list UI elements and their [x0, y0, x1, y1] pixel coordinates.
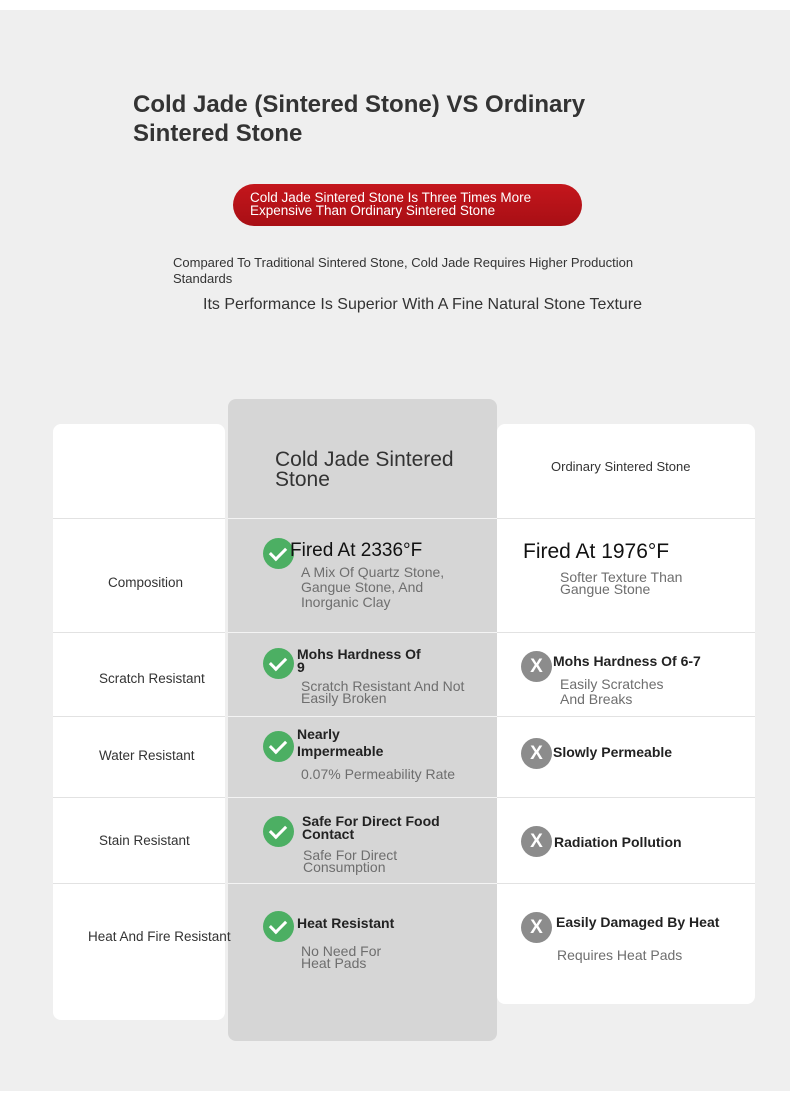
- check-circle-icon: [263, 648, 294, 679]
- row-divider: [53, 883, 225, 884]
- ordinary-composition-detail: Softer Texture Than Gangue Stone: [560, 569, 683, 597]
- ordinary-heat-main: Easily Damaged By Heat: [556, 914, 720, 930]
- row-divider: [497, 632, 755, 633]
- row-label-stain: Stain Resistant: [99, 833, 190, 848]
- x-circle-icon: X: [521, 738, 552, 769]
- row-label-water: Water Resistant: [99, 748, 195, 763]
- row-divider: [228, 716, 497, 717]
- row-label-scratch: Scratch Resistant: [99, 671, 205, 686]
- x-circle-icon: X: [521, 826, 552, 857]
- check-circle-icon: [263, 731, 294, 762]
- price-badge-text: Cold Jade Sintered Stone Is Three Times More Expensive Than Ordinary Sintered Stone: [250, 190, 532, 218]
- subtitle-standards: Compared To Traditional Sintered Stone, Cold Jade Requires Higher Production Standards: [173, 255, 634, 286]
- row-divider: [53, 518, 225, 519]
- jade-heat-detail: No Need For Heat Pads: [301, 943, 382, 971]
- row-divider: [228, 518, 497, 519]
- x-circle-icon: X: [521, 651, 552, 682]
- price-badge: [233, 184, 582, 226]
- cold-jade-header: Cold Jade Sintered Stone: [275, 448, 454, 491]
- jade-composition-main: Fired At 2336°F: [290, 540, 423, 561]
- ordinary-scratch-detail: Easily Scratches And Breaks: [560, 676, 664, 707]
- row-divider: [228, 797, 497, 798]
- jade-stain-main: Safe For Direct Food Contact: [302, 813, 440, 842]
- subtitle-performance: Its Performance Is Superior With A Fine Natural Stone Texture: [203, 296, 643, 313]
- ordinary-scratch-main: Mohs Hardness Of 6-7: [553, 653, 701, 669]
- ordinary-composition-main: Fired At 1976°F: [523, 540, 670, 563]
- ordinary-water-main: Slowly Permeable: [553, 744, 673, 760]
- jade-water-main: Nearly Impermeable: [297, 726, 384, 759]
- row-divider: [497, 883, 755, 884]
- row-label-heat: Heat And Fire Resistant: [88, 929, 231, 944]
- jade-scratch-main: Mohs Hardness Of 9: [297, 646, 421, 675]
- row-divider: [53, 797, 225, 798]
- ordinary-stain-main: Radiation Pollution: [554, 834, 682, 850]
- jade-water-detail: 0.07% Permeability Rate: [301, 766, 456, 782]
- row-divider: [497, 716, 755, 717]
- row-divider: [228, 632, 497, 633]
- jade-heat-main: Heat Resistant: [297, 915, 395, 931]
- row-divider: [53, 716, 225, 717]
- row-divider: [53, 632, 225, 633]
- jade-stain-detail: Safe For Direct Consumption: [303, 847, 398, 875]
- check-circle-icon: [263, 816, 294, 847]
- check-circle-icon: [263, 911, 294, 942]
- jade-scratch-detail: Scratch Resistant And Not Easily Broken: [301, 678, 465, 706]
- row-label-composition: Composition: [108, 575, 184, 590]
- ordinary-header: Ordinary Sintered Stone: [551, 459, 691, 474]
- x-circle-icon: X: [521, 912, 552, 943]
- jade-composition-detail: A Mix Of Quartz Stone, Gangue Stone, And Inorganic Clay: [301, 564, 445, 610]
- page-title: Cold Jade (Sintered Stone) VS Ordinary Sintered Stone: [133, 91, 586, 147]
- row-divider: [497, 518, 755, 519]
- row-divider: [228, 883, 497, 884]
- ordinary-heat-detail: Requires Heat Pads: [557, 947, 683, 963]
- row-divider: [497, 797, 755, 798]
